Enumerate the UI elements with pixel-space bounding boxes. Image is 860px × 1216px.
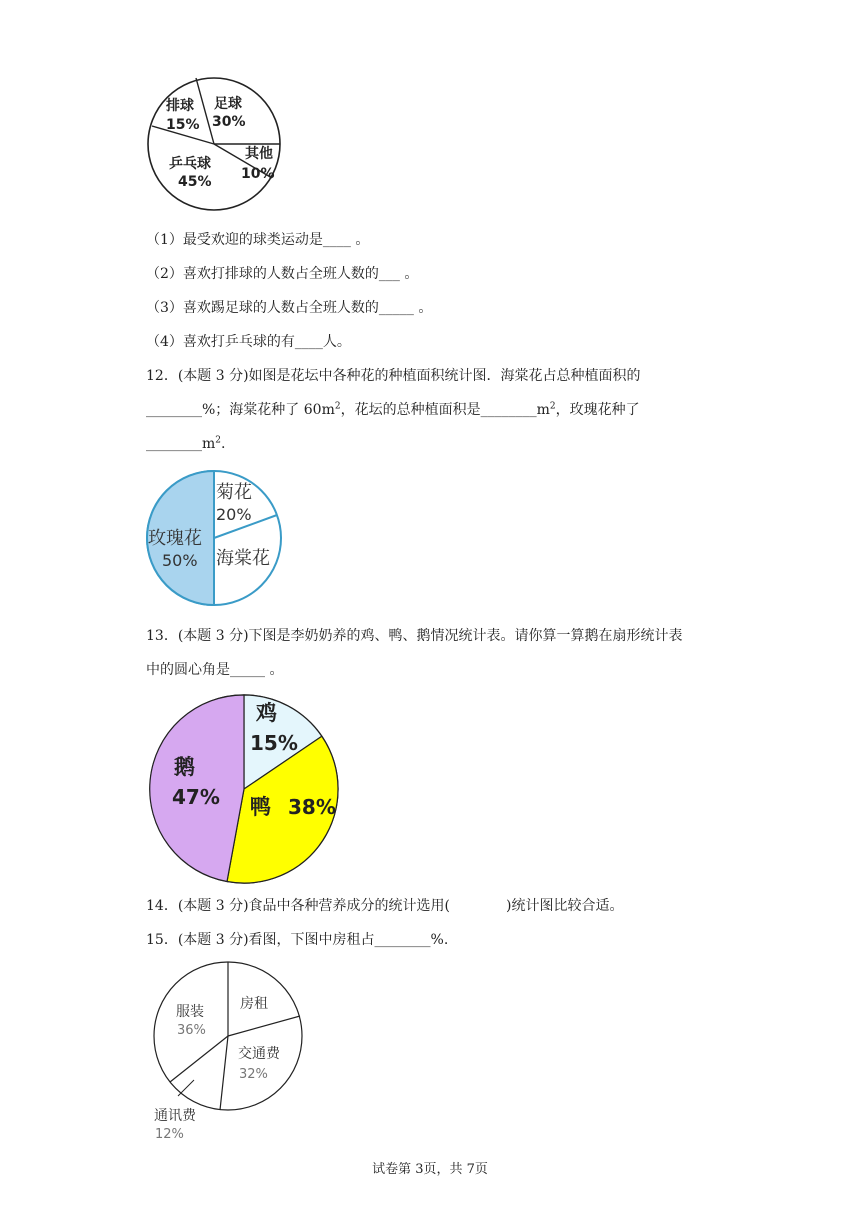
slice-label-telecom: 通讯费 xyxy=(154,1108,196,1124)
expenses-pie-chart xyxy=(148,956,312,1146)
q12-text: ________%；海棠花种了 60m xyxy=(146,402,335,418)
slice-label-chicken: 鸡 xyxy=(256,701,277,725)
slice-label-clothing: 服装 xyxy=(176,1004,204,1020)
slice-pct-other: 10% xyxy=(241,166,275,182)
q11-item-4: （4）喜欢打乒乓球的有____人。 xyxy=(146,334,351,350)
superscript: 2 xyxy=(549,401,556,412)
slice-pct-clothing: 36% xyxy=(177,1023,206,1038)
superscript: 2 xyxy=(334,401,341,412)
slice-pct-chrysanthemum: 20% xyxy=(216,505,252,524)
slice-label-duck: 鸭 xyxy=(250,795,271,819)
slice-label-rent: 房租 xyxy=(240,996,268,1012)
q12-line-1: 12．(本题 3 分)如图是花坛中各种花的种植面积统计图．海棠花占总种植面积的 xyxy=(146,368,641,384)
ball-sports-pie-chart xyxy=(144,74,284,214)
slice-pct-pingpong: 45% xyxy=(178,174,212,190)
page-footer: 试卷第 3页，共 7页 xyxy=(372,1162,488,1177)
slice-pct-rose: 50% xyxy=(162,551,198,570)
slice-pct-chicken: 15% xyxy=(250,731,298,755)
slice-label-other: 其他 xyxy=(245,146,273,162)
slice-pct-goose: 47% xyxy=(172,785,220,809)
slice-pct-volleyball: 15% xyxy=(166,117,200,133)
slice-label-pingpong: 乒乓球 xyxy=(169,156,211,172)
q11-item-1: （1）最受欢迎的球类运动是____ 。 xyxy=(146,232,370,248)
slice-label-football: 足球 xyxy=(214,96,242,112)
q11-item-3: （3）喜欢踢足球的人数占全班人数的_____ 。 xyxy=(146,300,433,316)
q13-line-2: 中的圆心角是_____ 。 xyxy=(146,662,284,678)
q12-line-2 xyxy=(146,400,640,420)
q12-text: ，花坛的总种植面积是________m xyxy=(340,402,550,418)
slice-label-volleyball: 排球 xyxy=(166,98,194,114)
poultry-pie-chart xyxy=(146,692,342,886)
q12-line-3 xyxy=(146,434,225,454)
flower-area-pie-chart xyxy=(144,468,284,608)
slice-label-rose: 玫瑰花 xyxy=(148,528,202,549)
slice-pct-duck: 38% xyxy=(288,795,336,819)
q13-line-1: 13．(本题 3 分)下图是李奶奶养的鸡、鸭、鹅情况统计表。请你算一算鹅在扇形统计表 xyxy=(146,628,683,644)
q11-item-2: （2）喜欢打排球的人数占全班人数的___ 。 xyxy=(146,266,419,282)
q15-line: 15．(本题 3 分)看图，下图中房租占________%. xyxy=(146,932,449,948)
slice-pct-football: 30% xyxy=(212,114,246,130)
q12-text: . xyxy=(221,436,226,452)
slice-pct-telecom: 12% xyxy=(155,1127,184,1142)
superscript: 2 xyxy=(215,435,222,446)
q12-text: ________m xyxy=(146,436,216,452)
q14-line: 14．(本题 3 分)食品中各种营养成分的统计选用( )统计图比较合适。 xyxy=(146,898,624,914)
slice-label-transport: 交通费 xyxy=(238,1046,280,1062)
q12-text: ，玫瑰花种了 xyxy=(555,402,640,418)
slice-label-chrysanthemum: 菊花 xyxy=(216,482,252,503)
slice-label-begonia: 海棠花 xyxy=(216,548,270,569)
slice-pct-transport: 32% xyxy=(239,1067,268,1082)
slice-label-goose: 鹅 xyxy=(174,755,195,779)
